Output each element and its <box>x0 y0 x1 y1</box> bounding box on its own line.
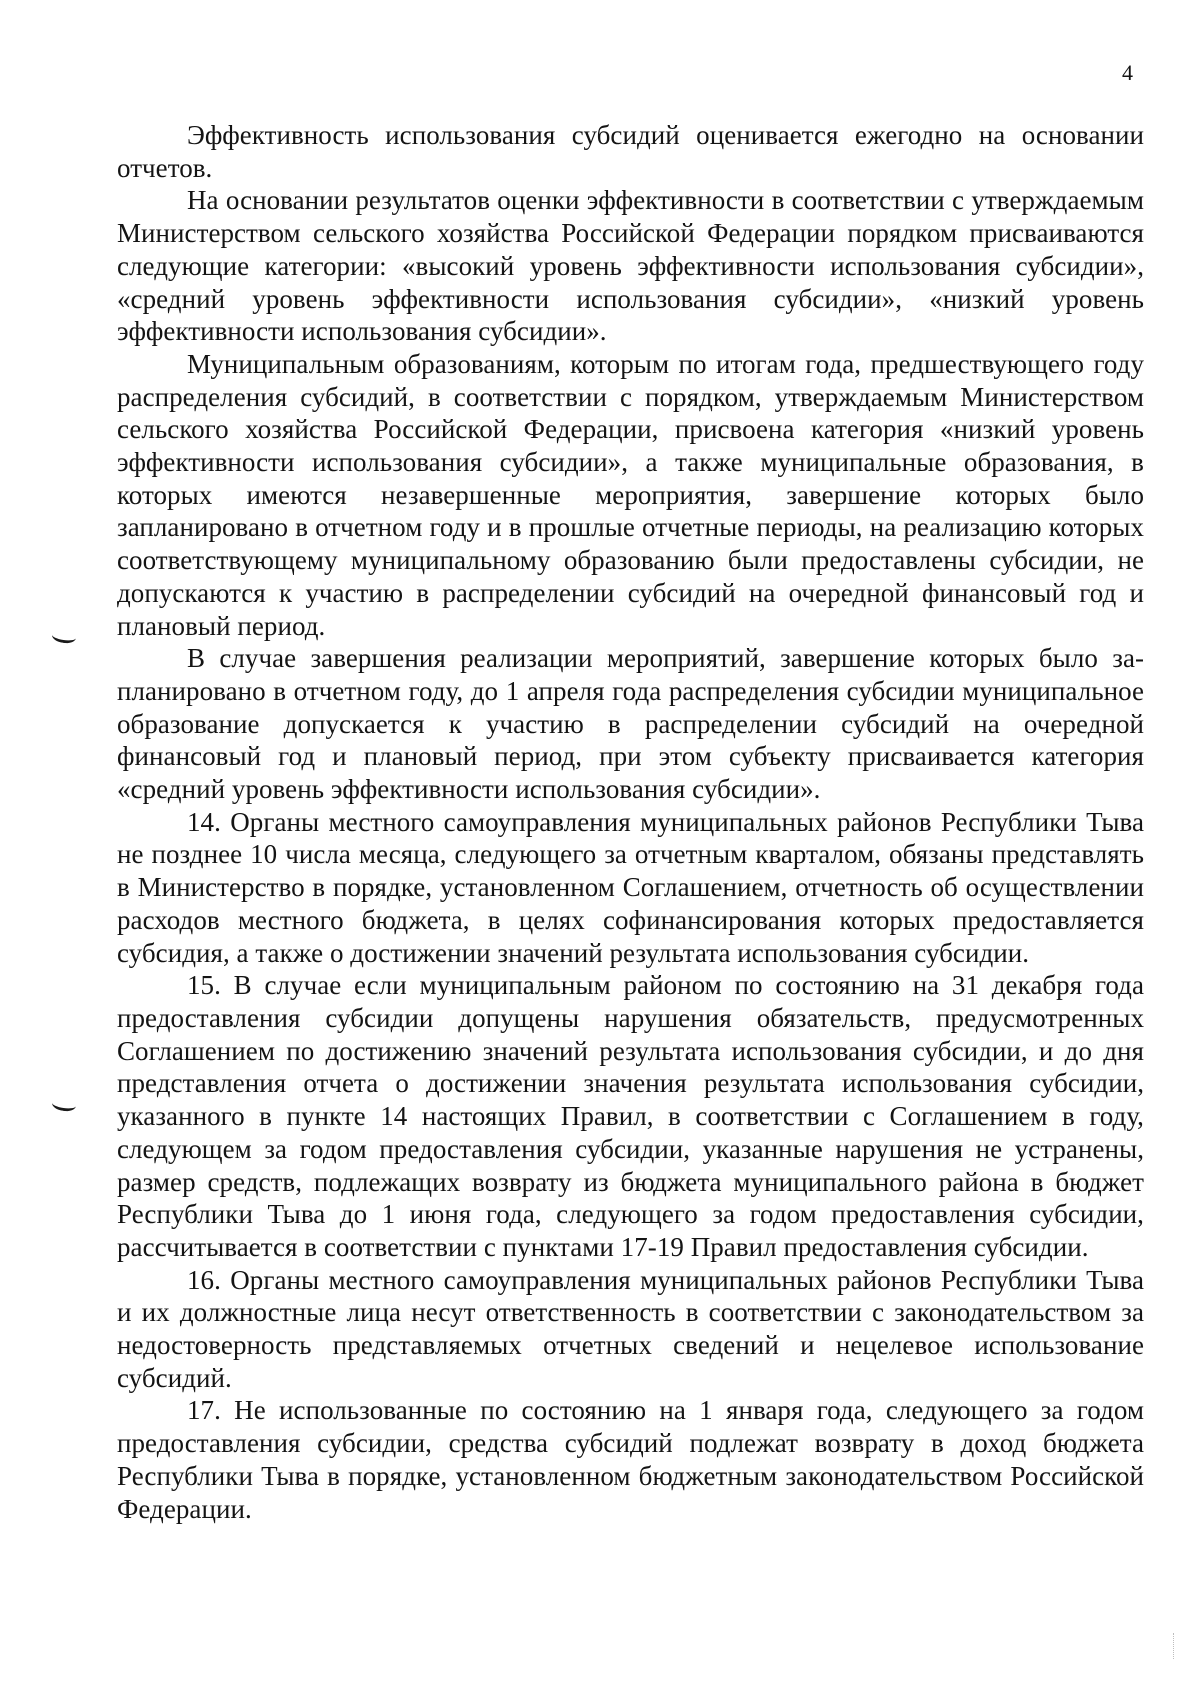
scan-artifact <box>1173 1633 1178 1659</box>
paragraph-item-16: 16. Органы местного самоуправления муниципальных районов Республики Тыва и их должностные лица несут ответственность в соответствии с законодательством за недостоверность представляемых отчетных сведений и нецелевое использование субсидий. <box>117 1264 1144 1393</box>
paragraph-item-17: 17. Не использованные по состоянию на 1 января года, следующего за годом предоставления субсидии, средства субсидий подлежат возврату в доход бюджета Республики Тыва в порядке, установленном бюджетным законодательством Российской Федерации. <box>117 1395 1144 1524</box>
paragraph-effectiveness-evaluation: Эффективность использования субсидий оценивается ежегодно на основании отчетов. <box>117 120 1144 183</box>
page-number: 4 <box>1122 60 1133 85</box>
paragraph-completion-admission: В случае завершения реализации мероприятий, завершение которых было запланировано в отчетном году, до 1 апреля года распределения субсидии муниципальное образование допускается к участию в распределении субсидий на очередной финансовый год и плановый период, при этом субъекту присваивается категория «средний уровень эффективности использования субсидии». <box>117 643 1144 805</box>
paragraph-low-efficiency-exclusion: Муниципальным образованиям, которым по итогам года, предшествующего году распределения субсидий, в соответствии с порядком, утверждаемым Министерством сельского хозяйства Российской Федерации, присвоена категория «низкий уровень эффективности использования субсидии», а также муниципальные образования, в которых имеются незавершенные мероприятия, завершение которых было запланировано в отчетном году и в прошлые отчетные периоды, на реализацию которых соответствующему муниципальному образованию были предоставлены субсидии, не допускаются к участию в распределении субсидий на очередной финансовый год и плановый период. <box>117 348 1144 641</box>
paragraph-item-15: 15. В случае если муниципальным районом по состоянию на 31 декабря года предоставления субсидии допущены нарушения обязательств, предусмотренных Соглашением по достижению значений результата использования субсидии, и до дня представления отчета о достижении значения результата использования субсидии, указанного в пункте 14 настоящих Правил, в соответствии с Соглашением в году, следующем за годом предоставления субсидии, указанные нарушения не устранены, размер средств, подлежащих возврату из бюджета муниципального района в бюджет Республики Тыва до 1 июня года, следующего за годом предоставления субсидии, рассчитывается в соответствии с пунктами 17-19 Правил предоставления субсидии. <box>117 970 1144 1262</box>
paragraph-item-14: 14. Органы местного самоуправления муниципальных районов Республики Тыва не позднее 10 числа месяца, следующего за отчетным кварталом, обязаны представлять в Министерство в порядке, установленном Соглашением, отчетность об осуществлении расходов местного бюджета, в целях софинансирования которых предоставляется субсидия, а также о достижении значений результата использования субсидии. <box>117 806 1144 968</box>
document-body <box>117 119 1144 1525</box>
binding-hole-mark <box>51 628 77 644</box>
paragraph-categories: На основании результатов оценки эффективности в соответствии с утверждаемым Министерством сельского хозяйства Российской Федерации порядком присваиваются следующие категории: «высокий уровень эффективности использования субсидии», «средний уровень эффективности использования субсидии», «низкий уровень эффективности использования субсидии». <box>117 185 1144 347</box>
binding-hole-mark <box>51 1096 77 1112</box>
